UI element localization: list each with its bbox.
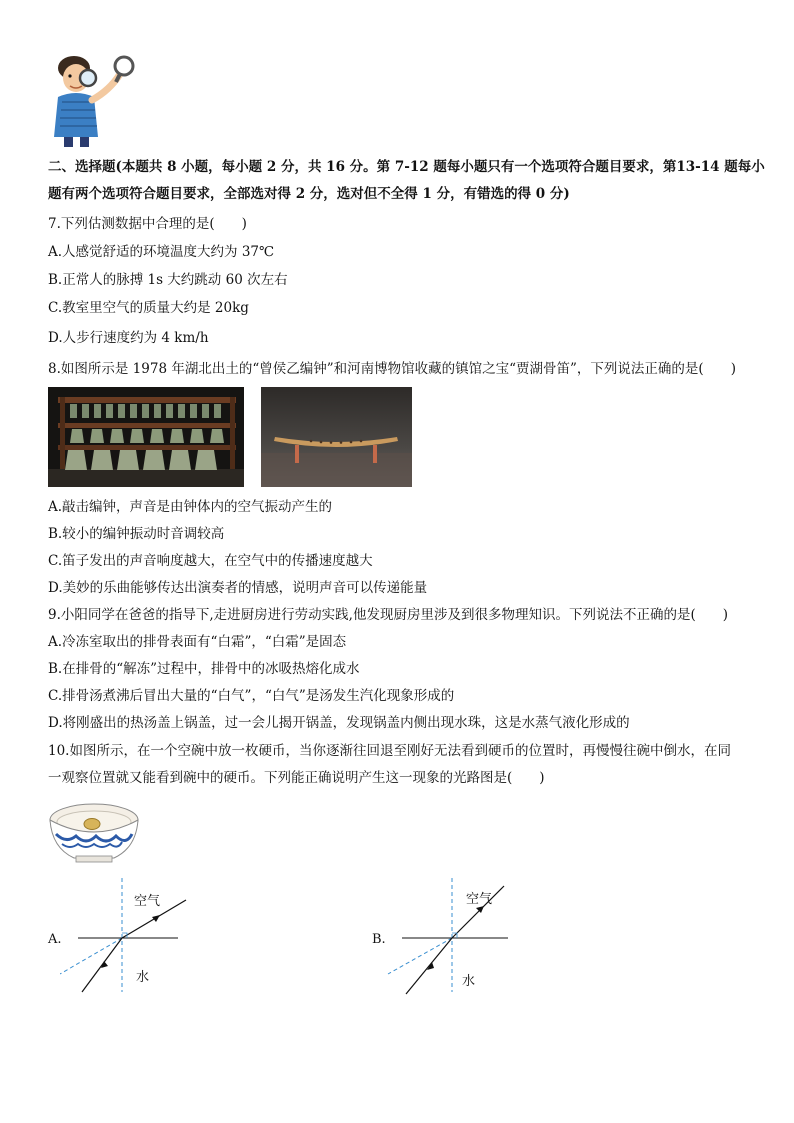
- option-b-label: B.: [372, 932, 386, 947]
- question-9-option-c: C.排骨汤煮沸后冒出大量的“白气”，“白气”是汤发生汽化现象形成的: [48, 688, 455, 704]
- question-7-option-d: D.人步行速度约为 4 km/h: [48, 330, 209, 346]
- diagram-a-water-label: 水: [136, 970, 150, 985]
- question-10-stem-line1: 10.如图所示，在一个空碗中放一枚硬币，当你逐渐往回退至刚好无法看到硬币的位置时，再慢慢往碗中倒水，在同: [48, 743, 731, 759]
- section-header-line1: 二、选择题(本题共 8 小题，每小题 2 分，共 16 分。第 7-12 题每小题只有一个选项符合题目要求，第13-14 题每小: [48, 159, 765, 175]
- question-8-option-d: D.美妙的乐曲能够传达出演奏者的情感，说明声音可以传递能量: [48, 580, 428, 596]
- option-a-label: A.: [48, 932, 62, 947]
- light-path-diagram-a: [60, 876, 190, 1000]
- bowl-with-coin-illustration: [48, 800, 140, 866]
- question-8-option-b: B.较小的编钟振动时音调较高: [48, 526, 225, 542]
- boy-magnifier-illustration: [48, 52, 138, 147]
- question-7-option-a: A.人感觉舒适的环境温度大约为 37℃: [48, 244, 275, 260]
- question-7-option-b: B.正常人的脉搏 1s 大约跳动 60 次左右: [48, 272, 288, 288]
- question-9-stem: 9.小阳同学在爸爸的指导下,走进厨房进行劳动实践,他发现厨房里涉及到很多物理知识。下列说法不正确的是( ): [48, 607, 728, 623]
- question-10-stem-line2: 一观察位置就又能看到碗中的硬币。下列能正确说明产生这一现象的光路图是( ): [48, 770, 545, 786]
- question-8-option-c: C.笛子发出的声音响度越大，在空气中的传播速度越大: [48, 553, 373, 569]
- question-9-option-a: A.冷冻室取出的排骨表面有“白霜”，“白霜”是固态: [48, 634, 347, 650]
- jiahu-bone-flute-photo: [261, 387, 412, 487]
- question-8-stem: 8.如图所示是 1978 年湖北出土的“曾侯乙编钟”和河南博物馆收藏的镇馆之宝“贾湖骨笛”，下列说法正确的是( ): [48, 361, 736, 377]
- question-8-option-a: A.敲击编钟，声音是由钟体内的空气振动产生的: [48, 499, 333, 515]
- question-7-option-c: C.教室里空气的质量大约是 20kg: [48, 300, 249, 316]
- section-header-line2: 题有两个选项符合题目要求，全部选对得 2 分，选对但不全得 1 分，有错选的得 0 分): [48, 186, 570, 202]
- diagram-b-water-label: 水: [462, 974, 476, 989]
- light-path-diagram-b: [384, 876, 514, 1000]
- bianzhong-chime-bells-photo: [48, 387, 244, 487]
- question-9-option-b: B.在排骨的“解冻”过程中，排骨中的冰吸热熔化成水: [48, 661, 360, 677]
- diagram-a-air-label: 空气: [134, 894, 161, 909]
- diagram-b-air-label: 空气: [466, 892, 493, 907]
- question-9-option-d: D.将刚盛出的热汤盖上锅盖，过一会儿揭开锅盖，发现锅盖内侧出现水珠，这是水蒸气液化形成的: [48, 715, 630, 731]
- question-7-stem: 7.下列估测数据中合理的是( ): [48, 216, 247, 232]
